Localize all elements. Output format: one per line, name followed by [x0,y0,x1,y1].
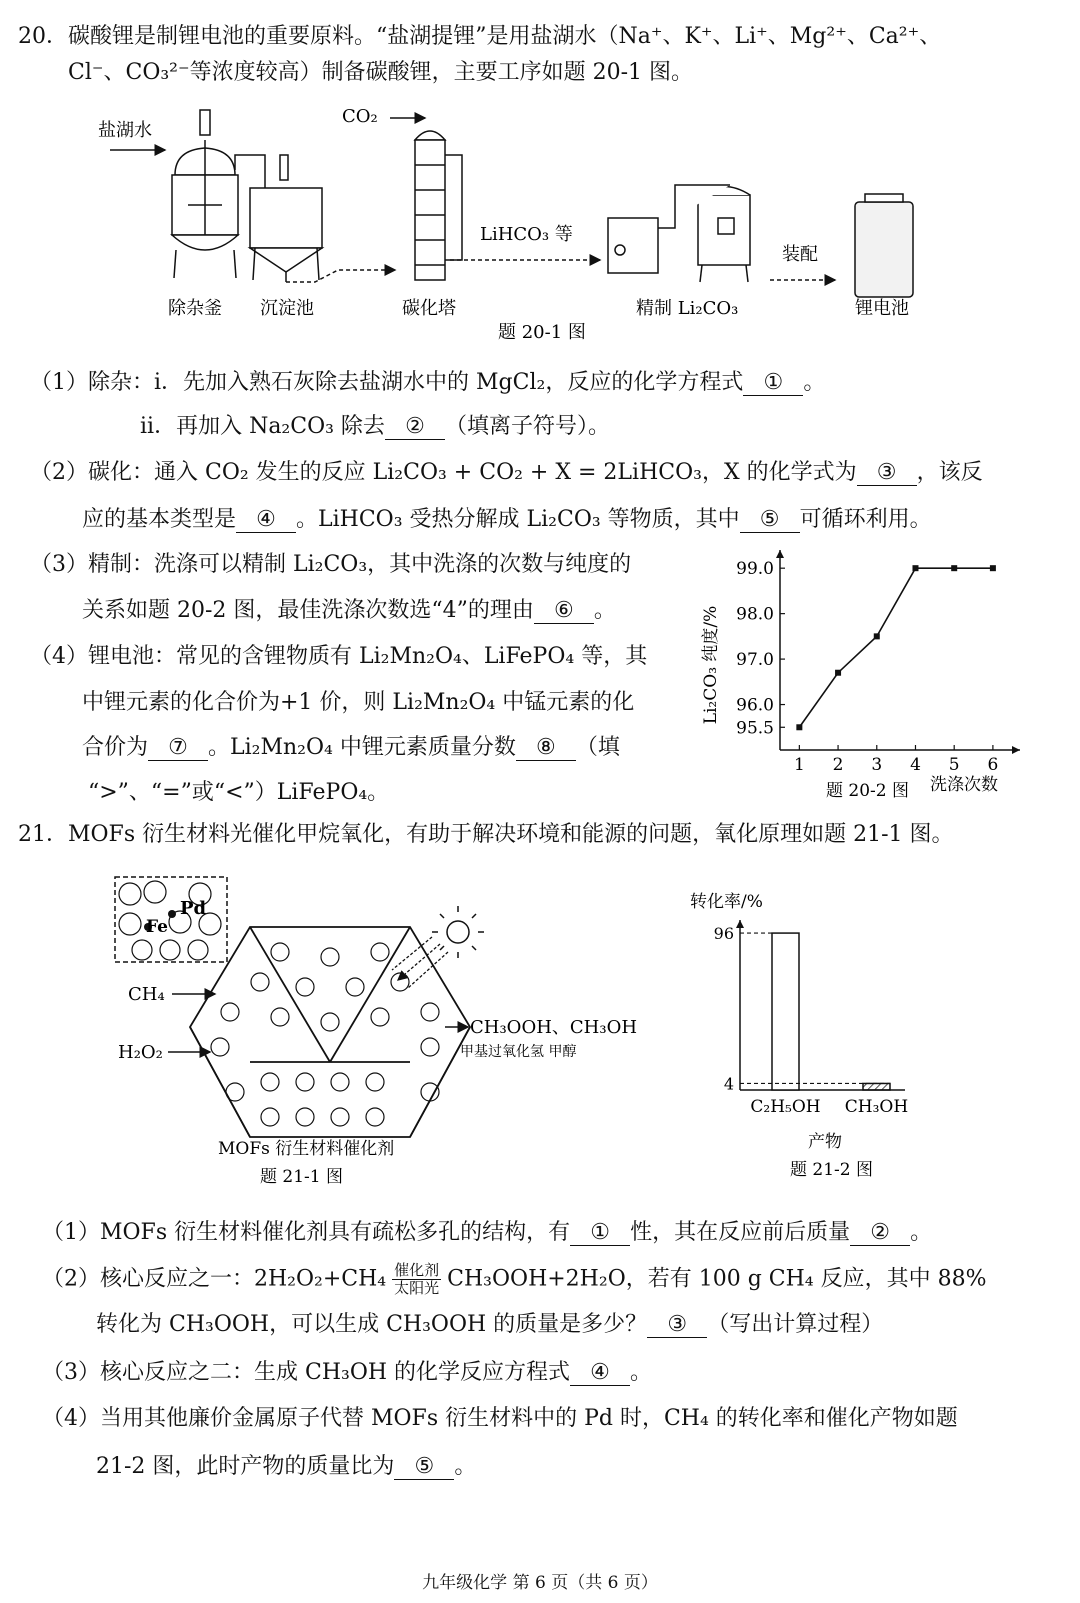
page-footer: 九年级化学 第 6 页（共 6 页） [422,1573,658,1593]
blank-21-3[interactable]: ③ [647,1313,707,1338]
label-h2o2: H₂O₂ [118,1042,163,1063]
fig20-1-caption: 题 20-1 图 [498,322,586,343]
q21-p4a: （4）当用其他廉价金属原子代替 MOFs 衍生材料中的 Pd 时，CH₄ 的转化率和催化产物如题 [42,1406,958,1431]
pd-atom [168,910,176,918]
purity-line-chart [690,540,1040,810]
q20-p1b: ii．再加入 Na₂CO₃ 除去 ② （填离子符号）。 [140,414,610,439]
q21-p3: （3）核心反应之二：生成 CH₃OH 的化学反应方程式 ④ 。 [42,1360,653,1385]
q20-p4a: （4）锂电池：常见的含锂物质有 Li₂Mn₂O₄、LiFePO₄ 等，其 [30,644,648,669]
unit-refine: 精制 Li₂CO₃ [636,298,739,319]
chart2-category-label: CH₃OH [844,1097,909,1117]
label-product-names: 甲基过氧化氢 甲醇 [460,1044,577,1060]
label-fe: Fe [146,917,168,937]
q20-p4d: “>”、“=”或“<”）LiFePO₄。 [88,780,390,805]
q20-p2b: 应的基本类型是 ④ 。LiHCO₃ 受热分解成 Li₂CO₃ 等物质，其中 ⑤ 可循环利用。 [82,507,932,532]
chart1-x-arrow [1012,746,1020,754]
chart1-ytick-label: 96.0 [736,695,774,716]
unit-settling: 沉淀池 [260,298,314,319]
q20-p3b: 关系如题 20-2 图，最佳洗涤次数选“4”的理由 ⑥ 。 [82,598,616,623]
chart1-ytick-label: 99.0 [736,559,774,580]
refine-units [608,185,750,282]
label-assemble: 装配 [782,244,818,265]
q21-p2b: 转化为 CH₃OOH，可以生成 CH₃OOH 的质量是多少？ ③ （写出计算过程） [96,1312,884,1337]
chart2-category-label: C₂H₅OH [750,1097,821,1117]
label-brine: 盐湖水 [98,120,152,141]
q20-p1a: （1）除杂：i．先加入熟石灰除去盐湖水中的 MgCl₂，反应的化学方程式 ① 。 [30,370,826,395]
chart2-ytick-label: 4 [723,1074,734,1094]
q21-p1: （1）MOFs 衍生材料催化剂具有疏松多孔的结构，有 ① 性，其在反应前后质量 ② 。 [42,1220,933,1245]
chart1-data-point [796,724,802,730]
unit-carbon: 碳化塔 [402,298,456,319]
label-ch4: CH₄ [128,984,165,1005]
chart2-bar [772,933,799,1090]
q21-p4b: 21-2 图，此时产物的质量比为 ⑤ 。 [96,1454,477,1479]
blank-20-6[interactable]: ⑥ [534,599,594,624]
label-products: CH₃OOH、CH₃OH [470,1017,638,1038]
chart1-y-arrow [776,550,784,558]
q21-p2: （2）核心反应之一：2H₂O₂+CH₄ $\frac{\text{催化剂}}{\text{太阳光}}$ CH₃OOH+2H₂O，若有 100 g CH₄ 反应，其中 88% [42,1261,987,1297]
chart1-series-line [799,568,993,727]
chart1-data-point [912,565,918,571]
blank-20-3[interactable]: ③ [857,461,917,486]
blank-21-5[interactable]: ⑤ [394,1455,454,1480]
reaction-condition: $\frac{\text{催化剂}}{\text{太阳光}}$ [394,1261,440,1297]
catalyst-diagram [100,862,660,1192]
blank-21-4[interactable]: ④ [570,1361,630,1386]
q21-intro: 21．MOFs 衍生材料光催化甲烷氧化，有助于解决环境和能源的问题，氧化原理如题 21-1 图。 [18,822,954,847]
label-lihco3: LiHCO₃ 等 [480,224,573,245]
impurity-reactor [172,110,238,278]
chart2-bar [863,1083,890,1090]
q20-line1: 20．碳酸锂是制锂电池的重要原料。“盐湖提锂”是用盐湖水（Na⁺、K⁺、Li⁺、Mg²⁺、Ca²⁺、 [18,24,942,49]
chart2-ylabel: 转化率/% [690,892,763,912]
blank-20-5[interactable]: ⑤ [740,508,800,533]
label-pd: Pd [180,898,207,919]
blank-20-4[interactable]: ④ [236,508,296,533]
chart2-caption: 题 21-2 图 [790,1160,873,1180]
q20-p2a: （2）碳化：通入 CO₂ 发生的反应 Li₂CO₃ + CO₂ + X = 2LiHCO₃，X 的化学式为 ③ ，该反 [30,460,983,485]
process-diagram [90,100,950,350]
chart1-data-point [835,670,841,676]
q20-p4b: 中锂元素的化合价为+1 价，则 Li₂Mn₂O₄ 中锰元素的化 [82,690,635,715]
catalyst-hexagon [190,927,470,1137]
blank-20-7[interactable]: ⑦ [148,736,208,761]
unit-impurity: 除杂釜 [168,298,222,319]
chart1-data-point [951,565,957,571]
carbonation-column [415,131,462,280]
chart1-ylabel: Li₂CO₃ 纯度/% [701,605,721,725]
unit-battery: 锂电池 [855,298,909,319]
blank-20-1[interactable]: ① [743,371,803,396]
chart1-xtick-label: 2 [832,755,844,775]
chart1-xtick-label: 5 [948,755,960,775]
sun-icon [432,906,484,958]
chart1-data-point [990,565,996,571]
chart2-xlabel: 产物 [808,1132,842,1152]
q20-p3a: （3）精制：洗涤可以精制 Li₂CO₃，其中洗涤的次数与纯度的 [30,552,632,577]
blank-20-8[interactable]: ⑧ [516,736,576,761]
chart1-ytick-label: 95.5 [736,718,774,739]
chart1-ytick-label: 97.0 [736,650,774,671]
chart1-xtick-label: 4 [910,755,921,775]
chart2-ytick-label: 96 [713,924,734,944]
blank-21-2[interactable]: ② [850,1221,910,1246]
chart1-xtick-label: 3 [871,755,883,775]
label-catalyst: MOFs 衍生材料催化剂 [218,1139,395,1159]
settling-tank [250,155,322,282]
chart1-data-point [874,633,880,639]
blank-20-2[interactable]: ② [385,415,445,440]
chart1-caption: 题 20-2 图 [826,781,909,801]
blank-21-1[interactable]: ① [570,1221,630,1246]
battery-icon [855,194,913,297]
q20-p4c: 合价为 ⑦ 。Li₂Mn₂O₄ 中锂元素质量分数 ⑧ （填 [82,735,620,760]
conversion-bar-chart [690,885,950,1185]
chart1-xtick-label: 1 [793,755,805,775]
lattice-inset [115,877,227,962]
label-co2: CO₂ [342,106,378,127]
q20-line2: Cl⁻、CO₃²⁻等浓度较高）制备碳酸锂，主要工序如题 20-1 图。 [68,60,694,85]
chart1-xlabel: 洗涤次数 [930,775,998,795]
chart2-y-arrow [736,920,744,928]
chart1-ytick-label: 98.0 [736,604,774,625]
fig21-1-caption: 题 21-1 图 [260,1167,343,1187]
chart1-xtick-label: 6 [987,755,999,775]
